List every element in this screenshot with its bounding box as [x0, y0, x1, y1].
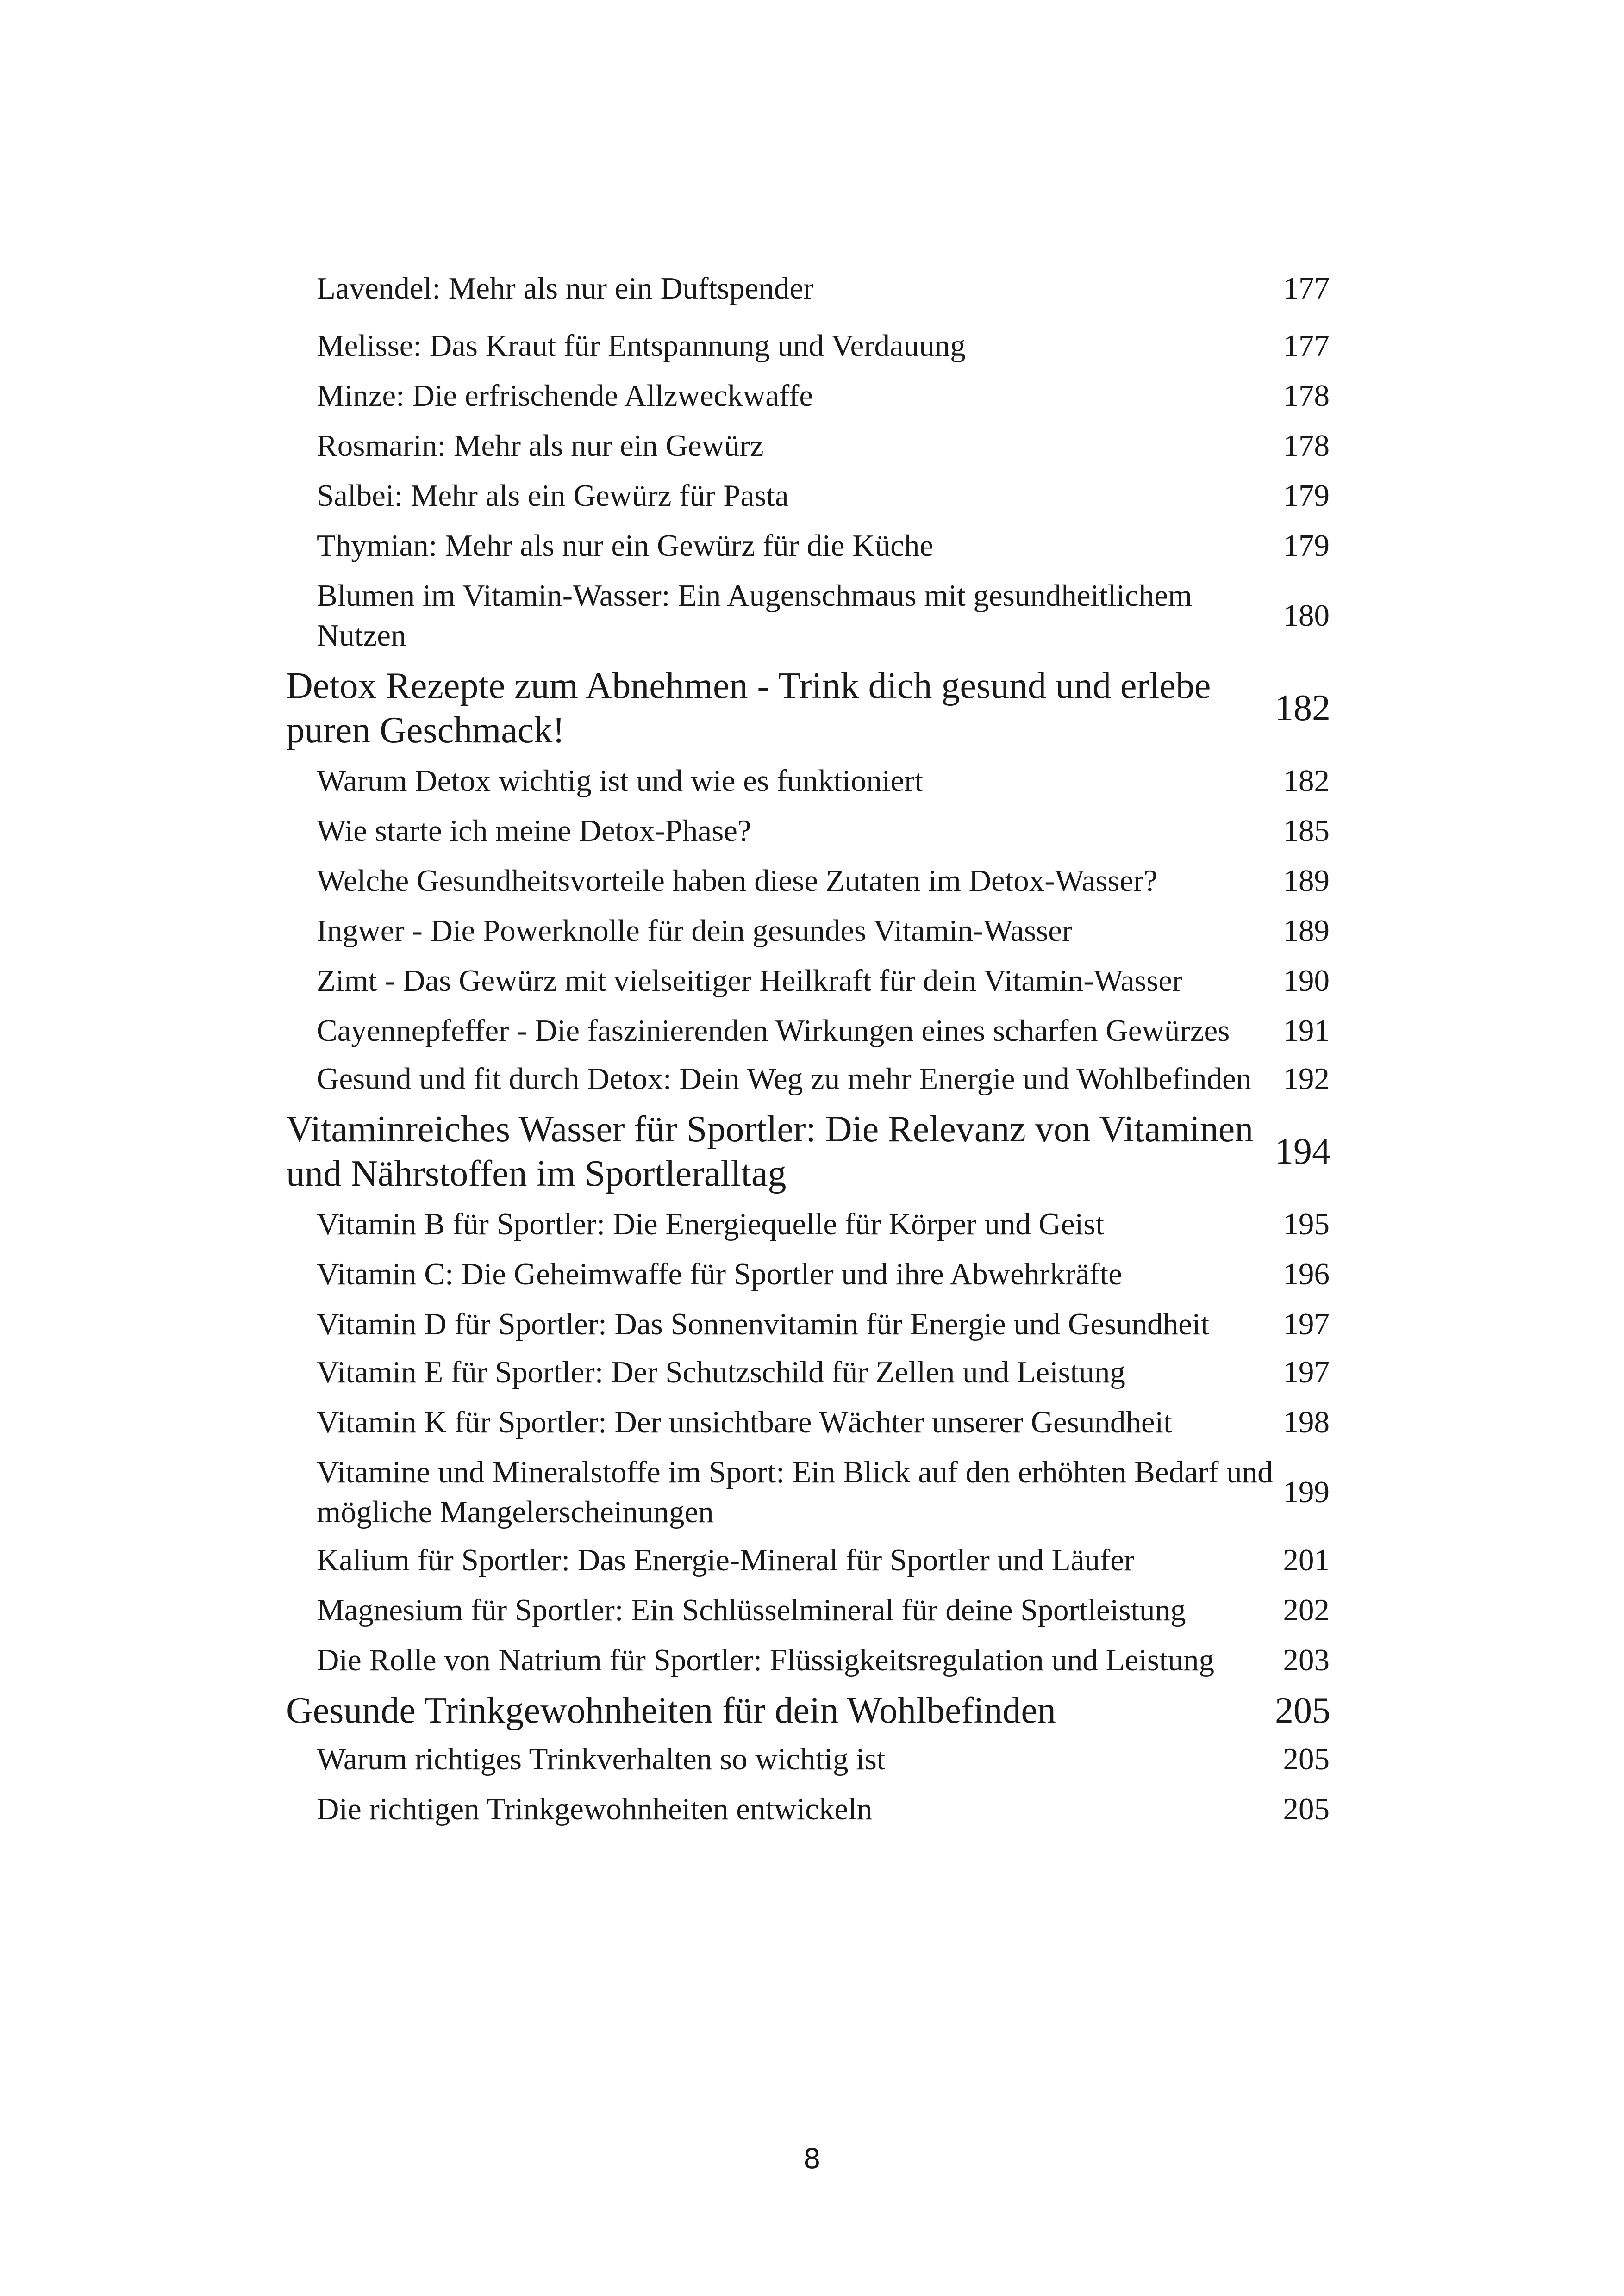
toc-entry-page: 178: [1283, 379, 1330, 413]
toc-entry[interactable]: [0, 1640, 1624, 1680]
toc-entry-title: Magnesium für Sportler: Ein Schlüsselmineral für deine Sportleistung: [317, 1593, 1186, 1627]
toc-entry[interactable]: [0, 1352, 1624, 1392]
toc-chapter-page: 194: [1275, 1131, 1330, 1172]
toc-entry[interactable]: [0, 526, 1624, 566]
toc-entry-title: Lavendel: Mehr als nur ein Duftspender: [317, 271, 814, 305]
toc-entry-page: 198: [1283, 1405, 1330, 1439]
toc-chapter-entry[interactable]: [0, 664, 1624, 753]
toc-entry[interactable]: [0, 1059, 1624, 1099]
toc-entry-page: 201: [1283, 1543, 1330, 1577]
toc-entry-page: 189: [1283, 864, 1330, 898]
toc-entry[interactable]: [0, 576, 1624, 655]
toc-entry-title: Cayennepfeffer - Die faszinierenden Wirkungen eines scharfen Gewürzes: [317, 1014, 1230, 1048]
toc-chapter-entry[interactable]: [0, 1107, 1624, 1196]
toc-entry-page: 203: [1283, 1643, 1330, 1677]
toc-entry-title: Vitamin C: Die Geheimwaffe für Sportler und ihre Abwehrkräfte: [317, 1257, 1122, 1291]
toc-entry-title: Zimt - Das Gewürz mit vielseitiger Heilkraft für dein Vitamin-Wasser: [317, 964, 1183, 998]
toc-chapter-title: Vitaminreiches Wasser für Sportler: Die Relevanz von Vitaminen und Nährstoffen im Sportleralltag: [286, 1109, 1254, 1194]
toc-entry-title: Wie starte ich meine Detox-Phase?: [317, 814, 751, 848]
toc-entry-page: 202: [1283, 1593, 1330, 1627]
toc-entry-page: 177: [1283, 329, 1330, 363]
toc-chapter-title: Detox Rezepte zum Abnehmen - Trink dich gesund und erlebe puren Geschmack!: [286, 666, 1211, 751]
toc-entry[interactable]: [0, 268, 1624, 308]
toc-entry-title: Vitamin B für Sportler: Die Energiequelle für Körper und Geist: [317, 1207, 1104, 1241]
toc-entry-page: 197: [1283, 1355, 1330, 1389]
toc-entry[interactable]: [0, 1011, 1624, 1051]
toc-entry-title: Melisse: Das Kraut für Entspannung und Verdauung: [317, 329, 966, 363]
toc-entry[interactable]: [0, 811, 1624, 851]
toc-entry-page: 205: [1283, 1742, 1330, 1776]
toc-entry-page: 195: [1283, 1207, 1330, 1241]
toc-entry-title: Thymian: Mehr als nur ein Gewürz für die Küche: [317, 529, 934, 563]
toc-entry-title: Kalium für Sportler: Das Energie-Mineral für Sportler und Läufer: [317, 1543, 1135, 1577]
toc-entry-title: Welche Gesundheitsvorteile haben diese Zutaten im Detox-Wasser?: [317, 864, 1158, 898]
table-of-contents: [0, 268, 1624, 1829]
toc-chapter-page: 205: [1275, 1690, 1330, 1731]
toc-entry-page: 179: [1283, 479, 1330, 513]
page-number: 8: [803, 2143, 821, 2175]
toc-entry[interactable]: [0, 1739, 1624, 1779]
toc-entry-title: Blumen im Vitamin-Wasser: Ein Augenschmaus mit gesundheitlichem Nutzen: [317, 579, 1193, 653]
toc-entry[interactable]: [0, 1254, 1624, 1294]
toc-entry[interactable]: [0, 861, 1624, 901]
toc-entry-page: 185: [1283, 814, 1330, 848]
toc-entry-title: Die richtigen Trinkgewohnheiten entwickeln: [317, 1792, 873, 1826]
toc-entry-title: Warum Detox wichtig ist und wie es funktioniert: [317, 764, 924, 798]
toc-entry-page: 196: [1283, 1257, 1330, 1291]
toc-entry-page: 205: [1283, 1792, 1330, 1826]
toc-entry-title: Vitamin E für Sportler: Der Schutzschild für Zellen und Leistung: [317, 1355, 1125, 1389]
toc-entry-title: Rosmarin: Mehr als nur ein Gewürz: [317, 429, 764, 463]
toc-entry[interactable]: [0, 326, 1624, 366]
toc-chapter-entry[interactable]: [0, 1688, 1624, 1733]
toc-entry-page: 191: [1283, 1014, 1330, 1048]
toc-entry[interactable]: [0, 761, 1624, 801]
toc-entry-page: 192: [1283, 1062, 1330, 1096]
toc-entry[interactable]: [0, 1590, 1624, 1630]
toc-entry-page: 182: [1283, 764, 1330, 798]
toc-entry[interactable]: [0, 1402, 1624, 1442]
toc-entry-page: 178: [1283, 429, 1330, 463]
toc-entry-page: 180: [1283, 598, 1330, 633]
toc-chapter-title: Gesunde Trinkgewohnheiten für dein Wohlbefinden: [286, 1690, 1056, 1731]
toc-entry-page: 177: [1283, 271, 1330, 305]
toc-entry-page: 199: [1283, 1475, 1330, 1509]
toc-entry[interactable]: [0, 1204, 1624, 1244]
toc-entry-title: Warum richtiges Trinkverhalten so wichtig ist: [317, 1742, 886, 1776]
toc-entry-title: Ingwer - Die Powerknolle für dein gesundes Vitamin-Wasser: [317, 914, 1073, 948]
toc-entry[interactable]: [0, 476, 1624, 516]
toc-entry[interactable]: [0, 376, 1624, 416]
toc-entry-title: Salbei: Mehr als ein Gewürz für Pasta: [317, 479, 789, 513]
toc-entry[interactable]: [0, 1540, 1624, 1580]
toc-entry-title: Die Rolle von Natrium für Sportler: Flüssigkeitsregulation und Leistung: [317, 1643, 1215, 1677]
toc-entry-title: Vitamin K für Sportler: Der unsichtbare Wächter unserer Gesundheit: [317, 1405, 1172, 1439]
toc-entry[interactable]: [0, 1304, 1624, 1344]
toc-chapter-page: 182: [1275, 688, 1330, 728]
toc-entry-title: Gesund und fit durch Detox: Dein Weg zu mehr Energie und Wohlbefinden: [317, 1062, 1252, 1096]
toc-entry[interactable]: [0, 1452, 1624, 1532]
toc-entry-title: Minze: Die erfrischende Allzweckwaffe: [317, 379, 813, 413]
toc-entry[interactable]: [0, 961, 1624, 1001]
toc-entry-title: Vitamin D für Sportler: Das Sonnenvitamin für Energie und Gesundheit: [317, 1307, 1210, 1341]
toc-entry-page: 190: [1283, 964, 1330, 998]
toc-entry-page: 197: [1283, 1307, 1330, 1341]
toc-entry[interactable]: [0, 426, 1624, 466]
toc-entry-page: 189: [1283, 914, 1330, 948]
toc-entry-title: Vitamine und Mineralstoffe im Sport: Ein Blick auf den erhöhten Bedarf und mögliche Mangelerscheinungen: [317, 1455, 1273, 1529]
toc-entry[interactable]: [0, 911, 1624, 951]
toc-entry[interactable]: [0, 1789, 1624, 1829]
toc-entry-page: 179: [1283, 529, 1330, 563]
